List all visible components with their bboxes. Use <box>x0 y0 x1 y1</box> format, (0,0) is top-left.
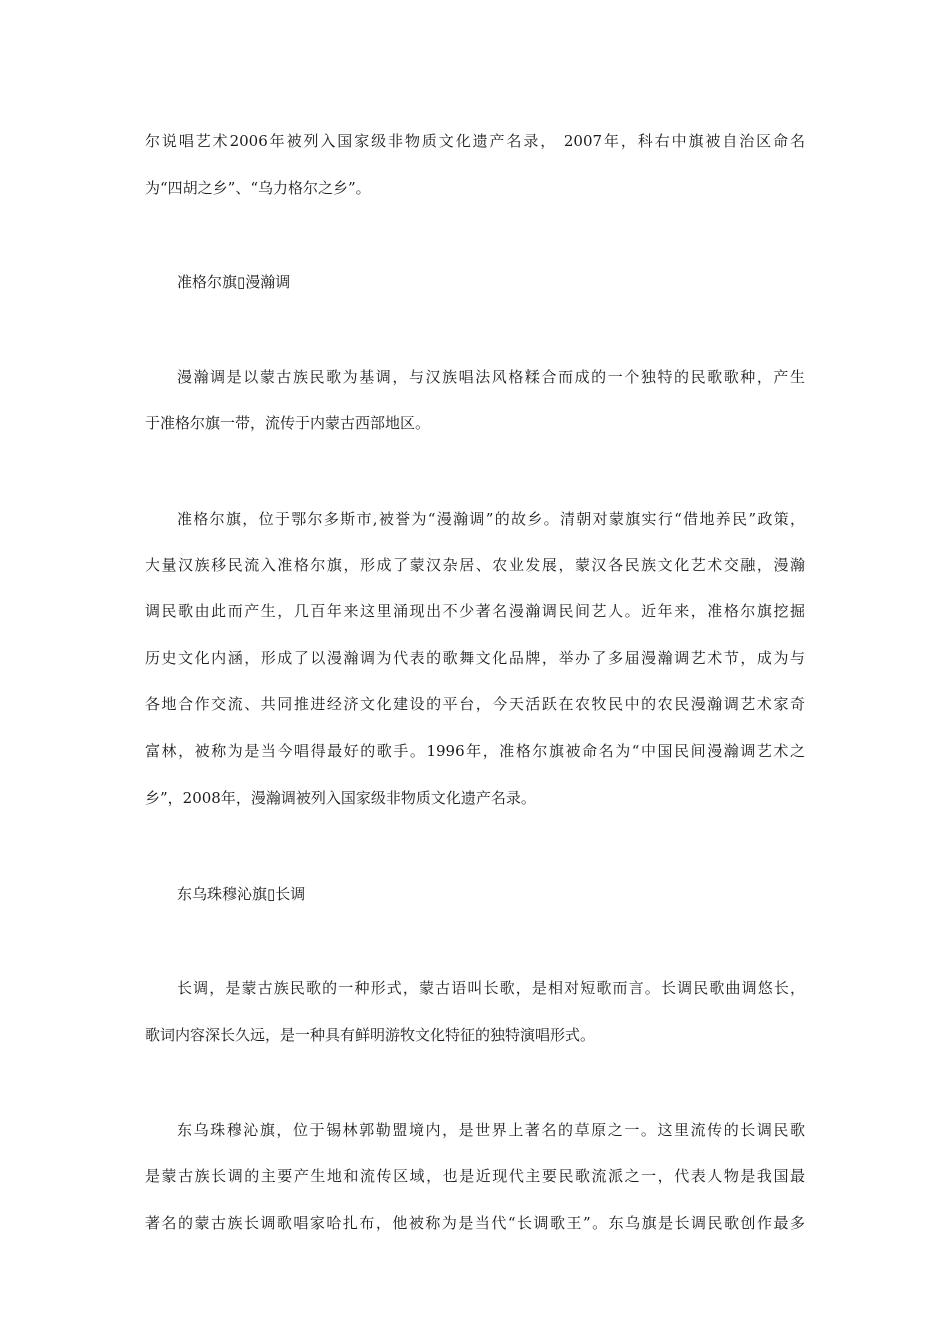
section-heading: 准格尔旗▯漫瀚调 <box>177 273 291 291</box>
paragraph-line: 著名的蒙古族长调歌唱家哈扎布，他被称为是当代“长调歌王”。东乌旗是长调民歌创作最多 <box>145 1214 805 1232</box>
paragraph-line: 调民歌由此而产生，几百年来这里涌现出不少著名漫瀚调民间艺人。近年来，准格尔旗挖掘 <box>145 602 805 620</box>
paragraph-line: 歌词内容深长久远，是一种具有鲜明游牧文化特征的独特演唱形式。 <box>145 1026 596 1044</box>
paragraph-line: 长调，是蒙古族民歌的一种形式，蒙古语叫长歌，是相对短歌而言。长调民歌曲调悠长， <box>177 979 805 997</box>
paragraph-line: 历史文化内涵，形成了以漫瀚调为代表的歌舞文化品牌，举办了多届漫瀚调艺术节，成为与 <box>145 649 805 667</box>
paragraph-line: 于准格尔旗一带，流传于内蒙古西部地区。 <box>145 414 431 432</box>
paragraph-line: 是蒙古族长调的主要产生地和流传区域，也是近现代主要民歌流派之一，代表人物是我国最 <box>145 1167 805 1185</box>
paragraph-line: 准格尔旗，位于鄂尔多斯市,被誉为“漫瀚调”的故乡。清朝对蒙旗实行“借地养民”政策， <box>177 510 805 528</box>
paragraph-line: 乡”，2008年，漫瀚调被列入国家级非物质文化遗产名录。 <box>145 789 536 807</box>
paragraph-line: 东乌珠穆沁旗，位于锡林郭勒盟境内，是世界上著名的草原之一。这里流传的长调民歌 <box>177 1121 805 1139</box>
paragraph-line: 漫瀚调是以蒙古族民歌为基调，与汉族唱法风格糅合而成的一个独特的民歌歌种，产生 <box>177 368 805 386</box>
paragraph-line: 为“四胡之乡”、“乌力格尔之乡”。 <box>145 179 371 197</box>
paragraph-line: 富林，被称为是当今唱得最好的歌手。1996年，准格尔旗被命名为“中国民间漫瀚调艺术之 <box>145 742 805 760</box>
paragraph-line: 各地合作交流、共同推进经济文化建设的平台，今天活跃在农牧民中的农民漫瀚调艺术家奇 <box>145 695 805 713</box>
section-heading: 东乌珠穆沁旗▯长调 <box>177 885 306 903</box>
paragraph-line: 尔说唱艺术2006年被列入国家级非物质文化遗产名录， 2007年，科右中旗被自治区命名 <box>145 132 805 150</box>
paragraph-line: 大量汉族移民流入准格尔旗，形成了蒙汉杂居、农业发展，蒙汉各民族文化艺术交融，漫瀚 <box>145 556 805 574</box>
